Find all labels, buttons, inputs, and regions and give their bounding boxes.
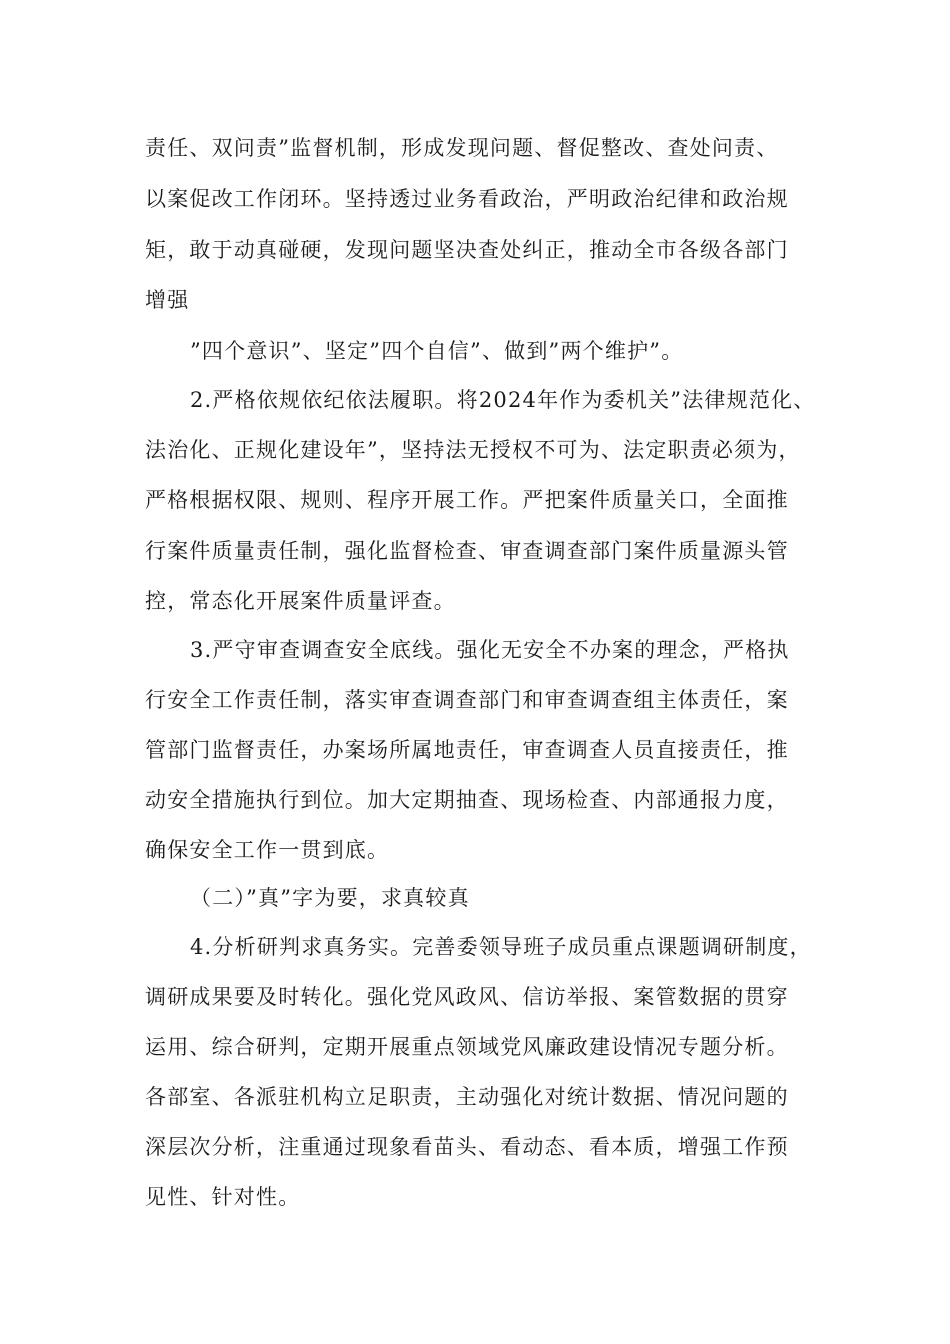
text-line: 严格根据权限、规则、程序开展工作。严把案件质量关口，全面推	[145, 488, 789, 512]
text-line: 调研成果要及时转化。强化党风政风、信访举报、案管数据的贯穿	[145, 985, 789, 1009]
text-line: 法治化、正规化建设年”，坚持法无授权不可为、法定职责必须为，	[145, 438, 801, 462]
text-line: 深层次分析，注重通过现象看苗头、看动态、看本质，增强工作预	[145, 1135, 789, 1159]
text-line: 管部门监督责任，办案场所属地责任，审查调查人员直接责任，推	[145, 738, 789, 762]
text-line: 控，常态化开展案件质量评查。	[145, 589, 456, 613]
paragraph-start: 2.严格依规依纪依法履职。将2024年作为委机关”法律规范化、	[190, 388, 816, 412]
text-line: 行案件质量责任制，强化监督检查、审查调查部门案件质量源头管	[145, 539, 789, 563]
text-line: 以案促改工作闭环。坚持透过业务看政治，严明政治纪律和政治规	[145, 187, 789, 211]
text-line: 运用、综合研判，定期开展重点领域党风廉政建设情况专题分析。	[145, 1035, 789, 1059]
paragraph-start: 4.分析研判求真务实。完善委领导班子成员重点课题调研制度，	[190, 935, 812, 959]
text-line: 动安全措施执行到位。加大定期抽查、现场检查、内部通报力度，	[145, 788, 789, 812]
text-line: 见性、针对性。	[145, 1185, 301, 1209]
text-line: 增强	[145, 288, 190, 312]
text-line: 确保安全工作一贯到底。	[145, 838, 390, 862]
paragraph-start: 3.严守审查调查安全底线。强化无安全不办案的理念，严格执	[190, 638, 790, 662]
section-heading: （二）”真”字为要，求真较真	[190, 886, 470, 910]
text-line: 各部室、各派驻机构立足职责，主动强化对统计数据、情况问题的	[145, 1085, 789, 1109]
text-line: 矩，敢于动真碰硬，发现问题坚决查处纠正，推动全市各级各部门	[145, 238, 789, 262]
text-line: ”四个意识”、坚定”四个自信”、做到”两个维护”。	[190, 339, 684, 363]
text-line: 责任、双问责”监督机制，形成发现问题、督促整改、查处问责、	[145, 136, 779, 160]
text-line: 行安全工作责任制，落实审查调查部门和审查调查组主体责任，案	[145, 688, 789, 712]
